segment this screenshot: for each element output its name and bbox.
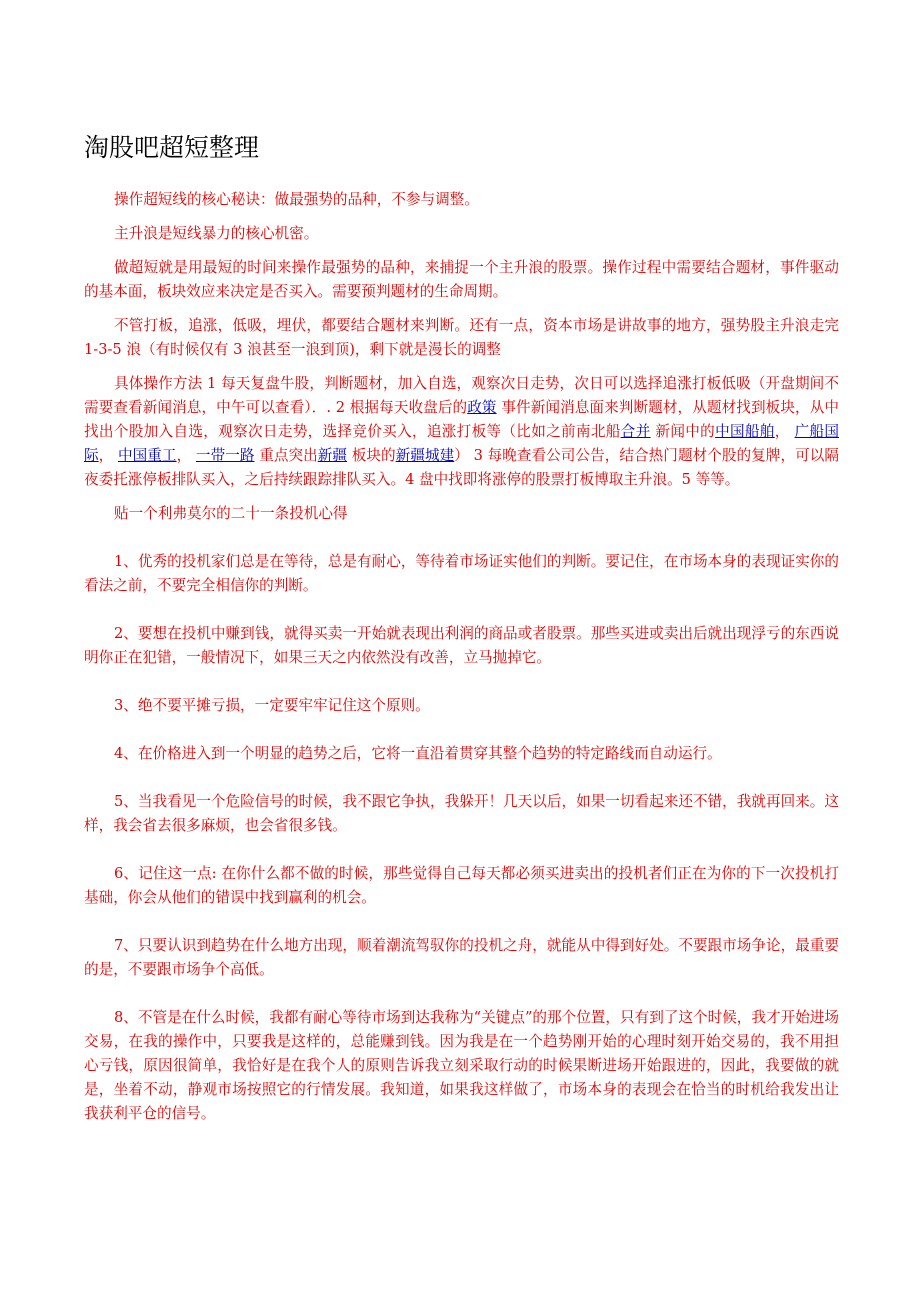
text-segment: 新闻中的: [650, 423, 716, 440]
paragraph-core-secret: 操作超短线的核心秘诀：做最强势的品种，不参与调整。: [114, 191, 479, 208]
text-segment: 重点突出: [254, 447, 318, 464]
document-title: 淘股吧超短整理: [84, 133, 260, 162]
rule-item: 2、要想在投机中赚到钱，就得买卖一开始就表现出利润的商品或者股票。那些买进或卖出后就出现浮亏的东西说明你正在犯错，一般情况下，如果三天之内依然没有改善，立马抛掉它。: [84, 625, 839, 666]
paragraph-livermore-intro: 贴一个利弗莫尔的二十一条投机心得: [114, 505, 348, 522]
paragraph-theme-judgement: 不管打板，追涨，低吸，埋伏，都要结合题材来判断。还有一点，资本市场是讲故事的地方，强势股主升浪走完 1-3-5 浪（有时候仅有 3 浪甚至一浪到顶)，剩下就是漫长的调整: [84, 317, 839, 358]
paragraph-operation-methods: [84, 372, 839, 492]
link-china-heavy-industry[interactable]: 中国重工: [118, 447, 177, 464]
text-segment: ，: [176, 447, 196, 464]
rule-item: 5、当我看见一个危险信号的时候，我不跟它争执，我躲开！几天以后，如果一切看起来还不错，我就再回来。这样，我会省去很多麻烦，也会省很多钱。: [84, 793, 839, 834]
rule-item: 7、只要认识到趋势在什么地方出现，顺着潮流驾驭你的投机之舟，就能从中得到好处。不要跟市场争论，最重要的是，不要跟市场争个高低。: [84, 937, 839, 978]
link-china-shipbuilding[interactable]: 中国船舶: [715, 423, 775, 440]
text-segment: ，: [774, 423, 795, 440]
text-segment: 事件新闻消息面来判断题材，从题材找到板块，从中找出个股加入自选，观察次日走势，选择竞价买入，追涨打板等（比如之前南北船: [84, 399, 839, 440]
link-guangzhou-shipyard[interactable]: 广船国际: [84, 423, 839, 464]
rule-item: 8、不管是在什么时候，我都有耐心等待市场到达我称为“关键点”的那个位置，只有到了这个时候，我才开始进场交易，在我的操作中，只要我是这样的，总能赚到钱。因为我是在一个趋势刚开始的心理时刻开始交易的，我不用担心亏钱，原因很简单，我恰好是在我个人的原则告诉我立刻采取行动的时候果断进场开始跟进的，因此，我要做的就是，坐着不动，静观市场按照它的行情发展。我知道，如果我这样做了，市场本身的表现会在恰当的时机给我发出让我获利平仓的信号。: [84, 1009, 839, 1122]
rule-item: 6、记住这一点: 在你什么都不做的时候，那些觉得自己每天都必须买进卖出的投机者们正在为你的下一次投机打基础，你会从他们的错误中找到赢利的机会。: [84, 865, 839, 906]
rule-item: 4、在价格进入到一个明显的趋势之后，它将一直沿着贯穿其整个趋势的特定路线而自动运行。: [114, 745, 722, 762]
link-policy[interactable]: 政策: [467, 399, 497, 416]
text-segment: 板块的: [347, 447, 396, 464]
text-segment: 具体操作方法 1 每天复盘牛股，判断题材，加入自选，观察次日走势，次日可以选择追涨打板低吸（开盘期间不需要查看新闻消息，中午可以查看）．. 2 根据每天收盘后的: [84, 375, 839, 416]
link-xinjiang-construction[interactable]: 新疆城建: [395, 447, 455, 464]
rule-item: 1、优秀的投机家们总是在等待，总是有耐心，等待着市场证实他们的判断。要记住，在市场本身的表现证实你的看法之前，不要完全相信你的判断。: [84, 553, 839, 594]
link-belt-and-road[interactable]: 一带一路: [195, 447, 255, 464]
text-segment: ，: [98, 447, 118, 464]
link-xinjiang[interactable]: 新疆: [317, 447, 348, 464]
rule-item: 3、绝不要平摊亏损，一定要牢牢记住这个原则。: [114, 697, 430, 714]
paragraph-main-wave: 主升浪是短线暴力的核心机密。: [114, 225, 319, 242]
paragraph-ultra-short-definition: 做超短就是用最短的时间来操作最强势的品种，来捕捉一个主升浪的股票。操作过程中需要结合题材，事件驱动的基本面，板块效应来决定是否买入。需要预判题材的生命周期。: [84, 259, 839, 300]
text-segment: ） 3 每晚查看公司公告，结合热门题材个股的复牌，可以隔夜委托涨停板排队买入，之后持续跟踪排队买入。4 盘中找即将涨停的股票打板博取主升浪。5 等等。: [84, 447, 839, 488]
link-merger[interactable]: 合并: [620, 423, 651, 440]
document-page: [84, 128, 839, 1126]
